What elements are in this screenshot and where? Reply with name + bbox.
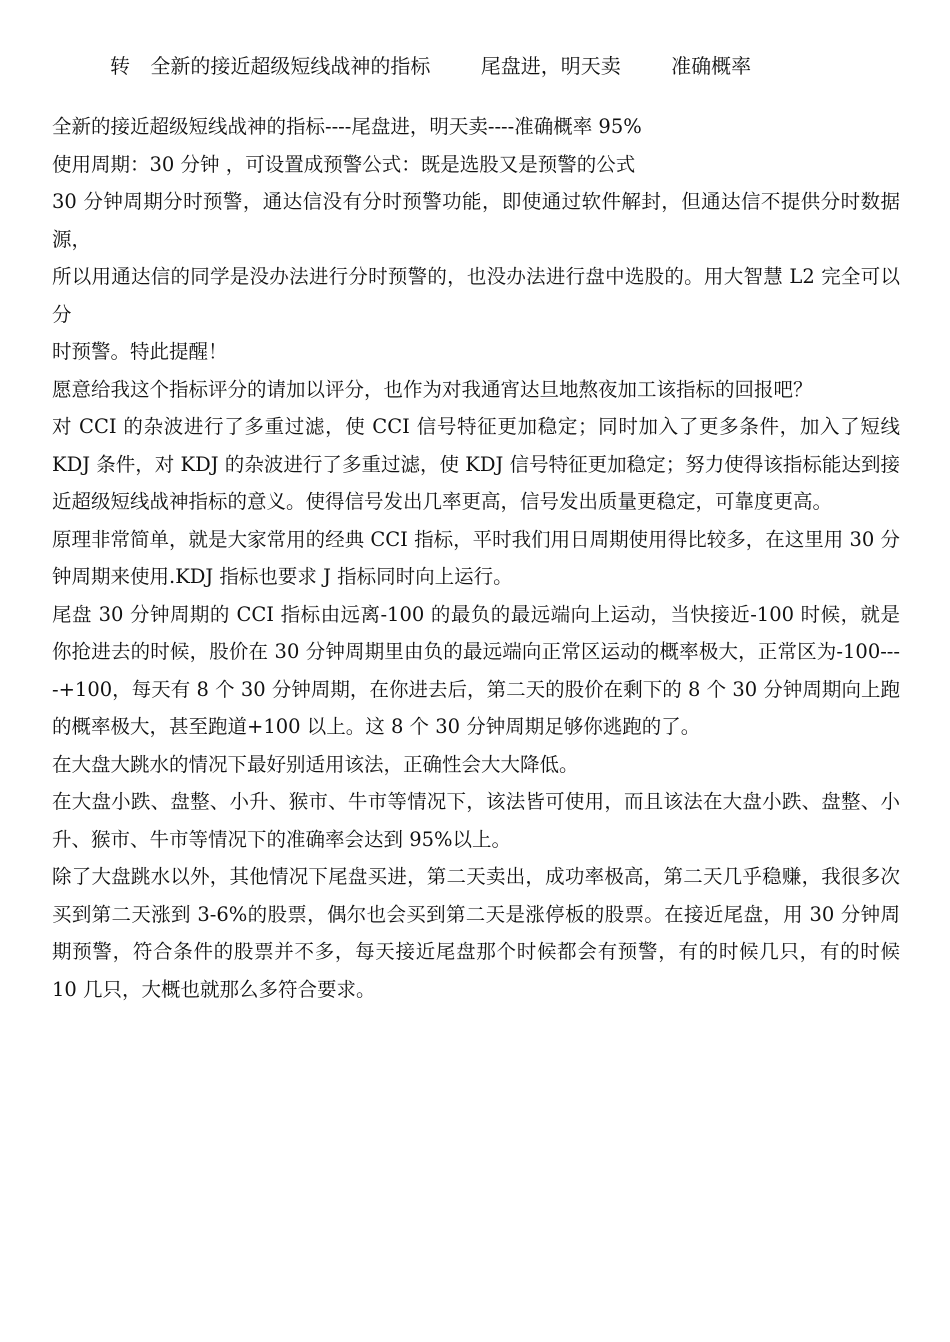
paragraph: 时预警。特此提醒！ — [52, 340, 228, 363]
paragraph: 30 分钟周期分时预警，通达信没有分时预警功能，即使通过软件解封，但通达信不提供分时数据源， — [52, 190, 900, 251]
title-prefix: 转 — [110, 54, 130, 78]
paragraph: 使用周期：30 分钟 ，可设置成预警公式：既是选股又是预警的公式 — [52, 152, 636, 176]
title-part-2: 尾盘进，明天卖 — [480, 54, 621, 78]
paragraph: 全新的接近超级短线战神的指标----尾盘进，明天卖----准确概率 95% — [52, 115, 642, 138]
document-body — [52, 108, 900, 1008]
paragraph: 尾盘 30 分钟周期的 CCI 指标由远离-100 的最负的最远端向上运动，当快接近-100 时候，就是你抢进去的时候，股价在 30 分钟周期里由负的最远端向正常区运动的概率极大，正常区为-100----+100，每天有 8 个 30 分钟周期，在你进去后，第二天的股价在剩下的 8 个 30 分钟周期向上跑的概率极大，甚至跑道+100 以上。这 8 个 30 分钟周期足够你逃跑的了。 — [52, 602, 900, 738]
paragraph: 在大盘大跳水的情况下最好别适用该法，正确性会大大降低。 — [52, 752, 579, 776]
title-part-3: 准确概率 — [671, 54, 752, 78]
paragraph: 愿意给我这个指标评分的请加以评分，也作为对我通宵达旦地熬夜加工该指标的回报吧？ — [52, 377, 813, 401]
paragraph: 原理非常简单，就是大家常用的经典 CCI 指标，平时我们用日周期使用得比较多，在这里用 30 分钟周期来使用.KDJ 指标也要求 J 指标同时向上运行。 — [52, 527, 900, 588]
document-title — [110, 50, 870, 82]
paragraph: 在大盘小跌、盘整、小升、猴市、牛市等情况下，该法皆可使用，而且该法在大盘小跌、盘整、小升、猴市、牛市等情况下的准确率会达到 95%以上。 — [52, 790, 900, 851]
paragraph: 所以用通达信的同学是没办法进行分时预警的，也没办法进行盘中选股的。用大智慧 L2 完全可以分 — [52, 265, 900, 326]
title-part-1: 全新的接近超级短线战神的指标 — [150, 54, 431, 78]
paragraph: 对 CCI 的杂波进行了多重过滤，使 CCI 信号特征更加稳定；同时加入了更多条件，加入了短线 KDJ 条件，对 KDJ 的杂波进行了多重过滤，使 KDJ 信号特征更加稳定；努力使得该指标能达到接近超级短线战神指标的意义。使得信号发出几率更高，信号发出质量更稳定，可靠度更高。 — [52, 415, 900, 513]
paragraph: 除了大盘跳水以外，其他情况下尾盘买进，第二天卖出，成功率极高，第二天几乎稳赚，我很多次买到第二天涨到 3-6%的股票，偶尔也会买到第二天是涨停板的股票。在接近尾盘，用 30 分钟周期预警，符合条件的股票并不多，每天接近尾盘那个时候都会有预警，有的时候几只，有的时候 10 几只，大概也就那么多符合要求。 — [52, 865, 900, 1001]
